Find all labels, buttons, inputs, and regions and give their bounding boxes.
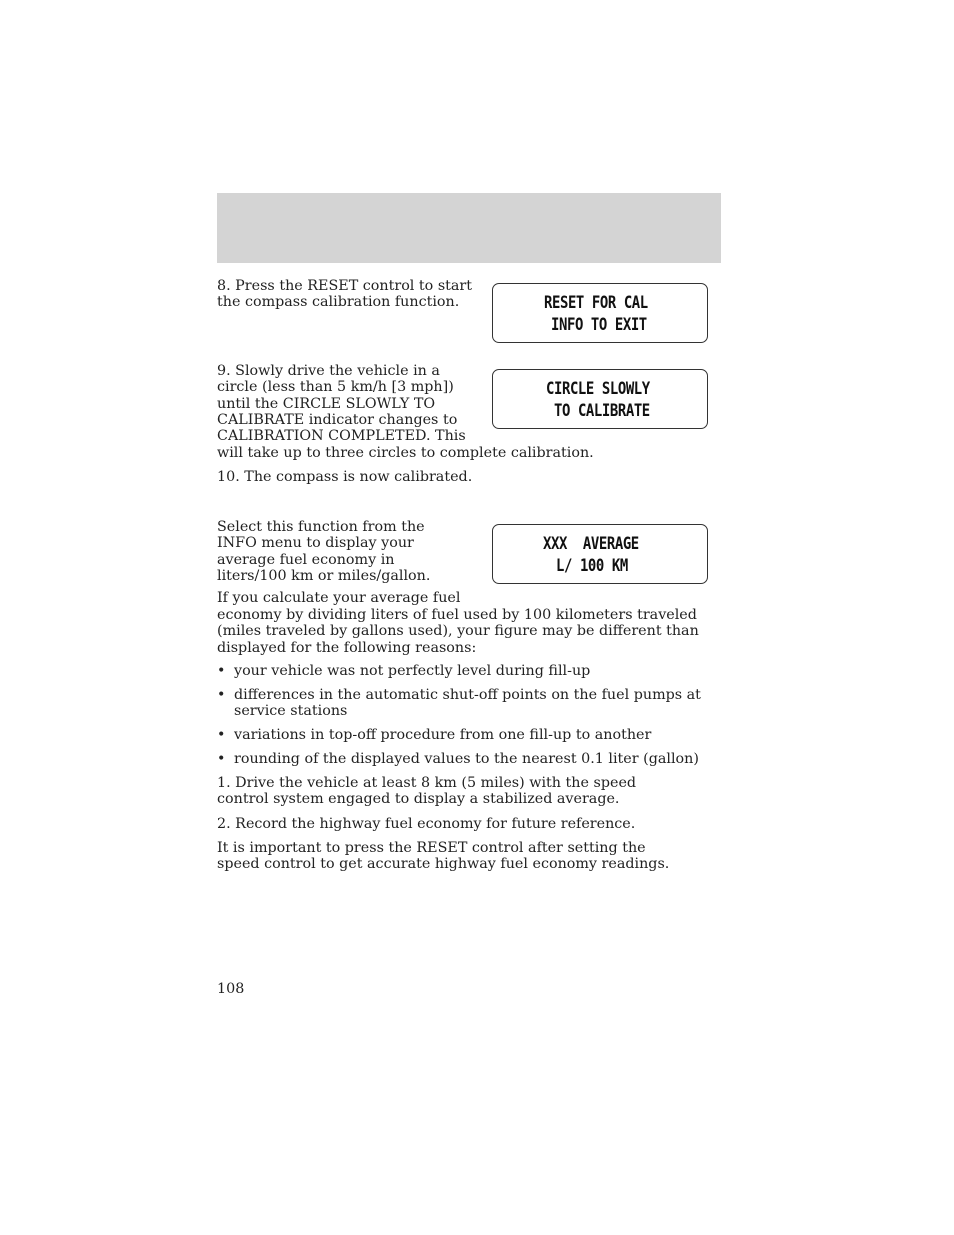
bullet-icon: • <box>217 751 226 767</box>
highway-note: It is important to press the RESET control after setting the speed control to get accurate highway fuel economy readings. <box>217 840 670 873</box>
step-10-text: 10. The compass is now calibrated. <box>217 469 473 485</box>
lcd-display-circle-slowly <box>492 369 708 429</box>
lcd-line-2: L/ 100 KM <box>556 556 628 576</box>
step-9-continuation: will take up to three circles to complete calibration. <box>217 445 594 461</box>
highway-step-2: 2. Record the highway fuel economy for future reference. <box>217 816 636 832</box>
list-item-text: differences in the automatic shut-off points on the fuel pumps at service stations <box>234 687 701 720</box>
lcd-display-average <box>492 524 708 584</box>
list-item <box>217 687 727 720</box>
lcd-line-1: CIRCLE SLOWLY <box>546 379 650 399</box>
section-header-band <box>217 193 721 263</box>
calc-text-start: If you calculate your average fuel <box>217 590 461 606</box>
list-item <box>217 751 727 767</box>
calc-text-continuation: economy by dividing liters of fuel used by 100 kilometers traveled (miles traveled by gallons used), your figure may be different than displayed for the following reasons: <box>217 607 699 656</box>
page-number: 108 <box>217 981 245 997</box>
bullet-icon: • <box>217 663 226 679</box>
list-item-text: rounding of the displayed values to the nearest 0.1 liter (gallon) <box>234 751 699 767</box>
step-8-text: 8. Press the RESET control to start the compass calibration function. <box>217 278 472 311</box>
step-9-text: 9. Slowly drive the vehicle in a circle (less than 5 km/h [3 mph]) until the CIRCLE SLOWLY TO CALIBRATE indicator changes to CALIBRATION COMPLETED. This <box>217 363 466 445</box>
list-item <box>217 663 727 679</box>
list-item-text: your vehicle was not perfectly level during fill-up <box>234 663 591 679</box>
list-item <box>217 727 727 743</box>
lcd-line-2: TO CALIBRATE <box>554 401 650 421</box>
list-item-text: variations in top-off procedure from one fill-up to another <box>234 727 652 743</box>
average-fuel-intro: Select this function from the INFO menu to display your average fuel economy in liters/100 km or miles/gallon. <box>217 519 431 584</box>
lcd-display-reset-for-cal <box>492 283 708 343</box>
bullet-icon: • <box>217 687 226 703</box>
lcd-line-1: XXX AVERAGE <box>543 534 639 554</box>
lcd-line-1: RESET FOR CAL <box>544 293 648 313</box>
highway-step-1: 1. Drive the vehicle at least 8 km (5 miles) with the speed control system engaged to display a stabilized average. <box>217 775 637 808</box>
bullet-icon: • <box>217 727 226 743</box>
lcd-line-2: INFO TO EXIT <box>551 315 647 335</box>
